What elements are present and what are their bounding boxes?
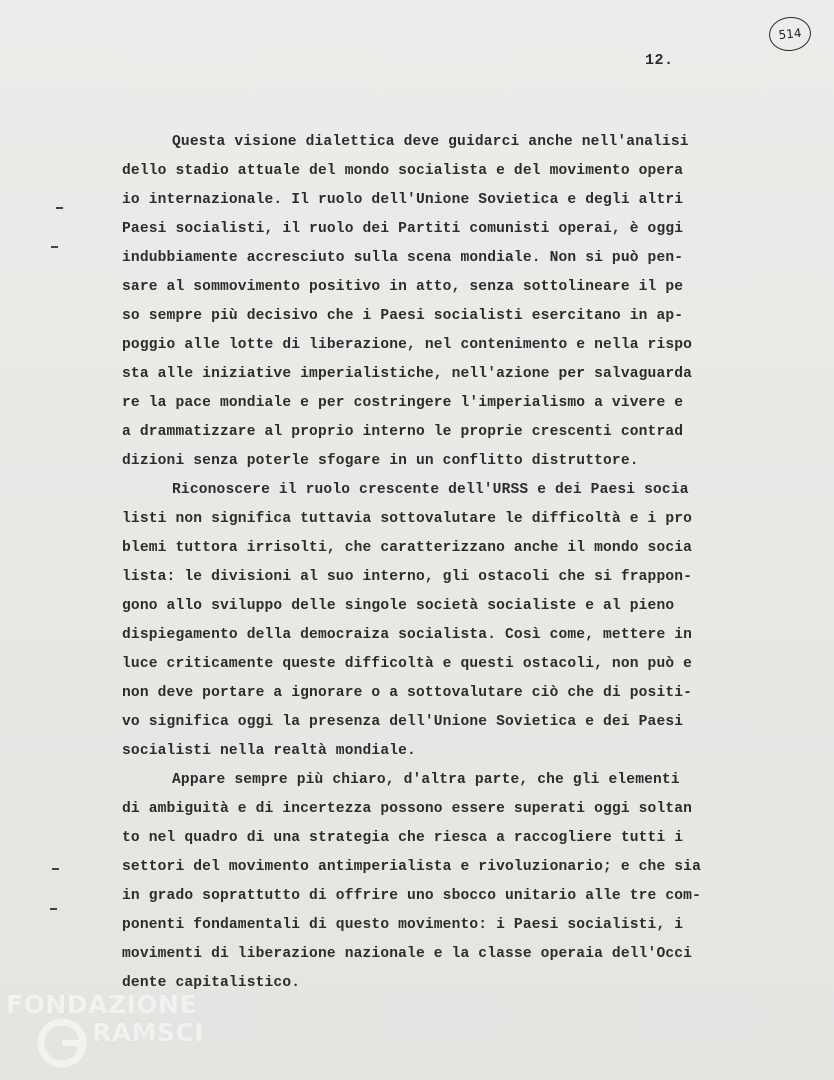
text-line: dello stadio attuale del mondo socialista e del movimento opera	[122, 163, 684, 179]
text-line: di ambiguità e di incertezza possono essere superati oggi soltan	[122, 801, 693, 817]
text-line: movimenti di liberazione nazionale e la classe operaia dell'Occi	[122, 946, 693, 962]
text-line: Riconoscere il ruolo crescente dell'URSS e dei Paesi socia	[172, 482, 689, 498]
archive-stamp	[767, 15, 812, 53]
margin-mark	[50, 908, 57, 910]
margin-mark	[51, 246, 58, 248]
text-line: dente capitalistico.	[122, 975, 301, 991]
text-line: sare al sommovimento positivo in atto, senza sottolineare il pe	[122, 279, 684, 295]
text-line: a drammatizzare al proprio interno le proprie crescenti contrad	[122, 424, 684, 440]
text-line: Appare sempre più chiaro, d'altra parte, che gli elementi	[172, 772, 680, 788]
text-line: sta alle iniziative imperialistiche, nell'azione per salvaguarda	[122, 366, 693, 382]
margin-mark	[56, 207, 63, 209]
text-line: Paesi socialisti, il ruolo dei Partiti comunisti operai, è oggi	[122, 221, 684, 237]
gramsci-logo-icon	[36, 1018, 88, 1068]
paragraph-1	[122, 128, 762, 476]
text-line: socialisti nella realtà mondiale.	[122, 743, 416, 759]
text-line: vo significa oggi la presenza dell'Unione Sovietica e dei Paesi	[122, 714, 684, 730]
text-line: blemi tuttora irrisolti, che caratterizzano anche il mondo socia	[122, 540, 693, 556]
text-line: re la pace mondiale e per costringere l'imperialismo a vivere e	[122, 395, 684, 411]
text-line: so sempre più decisivo che i Paesi socialisti esercitano in ap-	[122, 308, 684, 324]
watermark-line-1: FONDAZIONE	[6, 990, 198, 1019]
text-line: indubbiamente accresciuto sulla scena mondiale. Non si può pen-	[122, 250, 684, 266]
text-line: lista: le divisioni al suo interno, gli ostacoli che si frappon-	[122, 569, 693, 585]
text-line: in grado soprattutto di offrire uno sbocco unitario alle tre com-	[122, 888, 701, 904]
text-line: to nel quadro di una strategia che riesca a raccogliere tutti i	[122, 830, 684, 846]
foundation-watermark	[4, 990, 224, 1070]
text-line: non deve portare a ignorare o a sottovalutare ciò che di positi-	[122, 685, 693, 701]
body-text	[122, 128, 762, 998]
margin-mark	[52, 868, 59, 870]
text-line: settori del movimento antimperialista e rivoluzionario; e che sia	[122, 859, 701, 875]
text-line: gono allo sviluppo delle singole società socialiste e al pieno	[122, 598, 675, 614]
text-line: listi non significa tuttavia sottovalutare le difficoltà e i pro	[122, 511, 693, 527]
text-line: luce criticamente queste difficoltà e questi ostacoli, non può e	[122, 656, 693, 672]
page-number: 12.	[645, 52, 674, 69]
text-line: ponenti fondamentali di questo movimento: i Paesi socialisti, i	[122, 917, 684, 933]
text-line: dispiegamento della democraiza socialista. Così come, mettere in	[122, 627, 693, 643]
archive-stamp-number: 514	[777, 25, 803, 43]
paragraph-2	[122, 476, 762, 766]
watermark-line-2: RAMSCI	[92, 1018, 205, 1047]
paragraph-3	[122, 766, 762, 998]
text-line: dizioni senza poterle sfogare in un conflitto distruttore.	[122, 453, 639, 469]
text-line: Questa visione dialettica deve guidarci anche nell'analisi	[172, 134, 689, 150]
text-line: poggio alle lotte di liberazione, nel contenimento e nella rispo	[122, 337, 693, 353]
text-line: io internazionale. Il ruolo dell'Unione Sovietica e degli altri	[122, 192, 684, 208]
